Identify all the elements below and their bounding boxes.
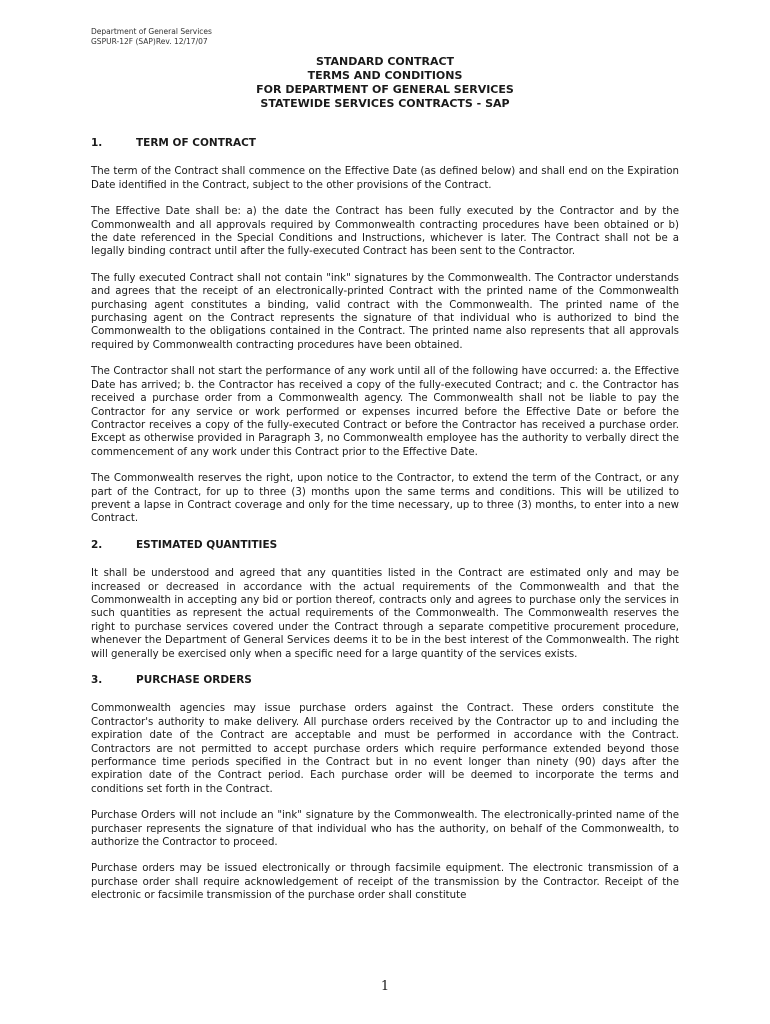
section-3-heading — [91, 674, 679, 687]
paragraph: The fully executed Contract shall not contain "ink" signatures by the Commonwealth. The Contractor understands and agrees that the receipt of an electronically-printed Contract with the printed name of the Commonwealth purchasing agent constitutes a binding, valid contract with the Commonwealth. The printed name of the purchasing agent on the Contract represents the signature of that individual who is authorized to bind the Commonwealth to the obligations contained in the Contract. The printed name also represents that all approvals required by Commonwealth contracting procedures have been obtained. — [91, 272, 679, 351]
title-line-4: STATEWIDE SERVICES CONTRACTS - SAP — [260, 97, 510, 110]
title-line-1: STANDARD CONTRACT — [315, 55, 455, 68]
document-body — [91, 137, 679, 916]
page-number: 1 — [380, 979, 390, 994]
section-title: TERM OF CONTRACT — [136, 137, 256, 149]
paragraph: The Commonwealth reserves the right, upon notice to the Contractor, to extend the term of the Contract, or any part of the Contract, for up to three (3) months upon the same terms and conditions. This will be utilized to prevent a lapse in Contract coverage and only for the time necessary, up to three (3) months, to enter into a new Contract. — [91, 473, 679, 525]
paragraph: The Contractor shall not start the performance of any work until all of the following have occurred: a. the Effective Date has arrived; b. the Contractor has received a copy of the fully-executed Contract; and c. the Contractor has received a purchase order from a Commonwealth agency. The Commonwealth shall not be liable to pay the Contractor for any service or work performed or expenses incurred before the Effective Date or before the Contractor receives a copy of the fully-executed Contract or before the Contractor has received a purchase order. Except as otherwise provided in Paragraph 3, no Commonwealth employee has the authority to verbally direct the commencement of any work under this Contract prior to the Effective Date. — [91, 366, 679, 458]
paragraph: Purchase Orders will not include an "ink" signature by the Commonwealth. The electronically-printed name of the purchaser represents the signature of that individual who has the authority, on behalf of the Commonwealth, to authorize the Contractor to proceed. — [91, 810, 679, 849]
paragraph: Purchase orders may be issued electronically or through facsimile equipment. The electronic transmission of a purchase order shall require acknowledgement of receipt of the transmission by the Contractor. Receipt of the electronic or facsimile transmission of the purchase order shall constitute — [91, 863, 679, 902]
title-line-2: TERMS AND CONDITIONS — [307, 69, 463, 82]
section-1-heading — [91, 137, 679, 150]
section-number: 1. — [91, 137, 103, 149]
section-number: 2. — [91, 538, 103, 551]
header-department: Department of General Services — [91, 27, 212, 36]
document-title — [91, 55, 679, 111]
title-line-3: FOR DEPARTMENT OF GENERAL SERVICES — [256, 83, 514, 96]
paragraph: Commonwealth agencies may issue purchase orders against the Contract. These orders constitute the Contractor's authority to make delivery. All purchase orders received by the Contractor up to and including the expiration date of the Contract are acceptable and must be performed in accordance with the Contract. Contractors are not permitted to accept purchase orders which require performance extended beyond those performance time periods specified in the Contract but in no event longer than ninety (90) days after the expiration date of the Contract period. Each purchase order will be deemed to incorporate the terms and conditions set forth in the Contract. — [91, 703, 679, 795]
section-title: PURCHASE ORDERS — [136, 674, 252, 686]
header-form-id: GSPUR-12F (SAP)Rev. 12/17/07 — [91, 37, 208, 46]
section-title: ESTIMATED QUANTITIES — [136, 538, 278, 551]
paragraph: The Effective Date shall be: a) the date the Contract has been fully executed by the Contractor and by the Commonwealth and all approvals required by Commonwealth contracting procedures have been obtained or b) the date referenced in the Special Conditions and Instructions, whichever is later. The Contract shall not be a legally binding contract until after the fully-executed Contract has been sent to the Contractor. — [91, 206, 679, 258]
paragraph: It shall be understood and agreed that any quantities listed in the Contract are estimated only and may be increased or decreased in accordance with the actual requirements of the Commonwealth and that the Commonwealth in accepting any bid or portion thereof, contracts only and agrees to purchase only the services in such quantities as represent the actual requirements of the Commonwealth. The Commonwealth reserves the right to purchase services covered under the Contract through a separate competitive procurement procedure, whenever the Department of General Services deems it to be in the best interest of the Commonwealth. The right will generally be exercised only when a specific need for a large quantity of the services exists. — [91, 568, 679, 660]
section-2-heading — [91, 539, 679, 552]
document-header — [91, 27, 212, 47]
section-number: 3. — [91, 674, 103, 686]
paragraph: The term of the Contract shall commence on the Effective Date (as defined below) and shall end on the Expiration Date identified in the Contract, subject to the other provisions of the Contract. — [91, 166, 679, 191]
